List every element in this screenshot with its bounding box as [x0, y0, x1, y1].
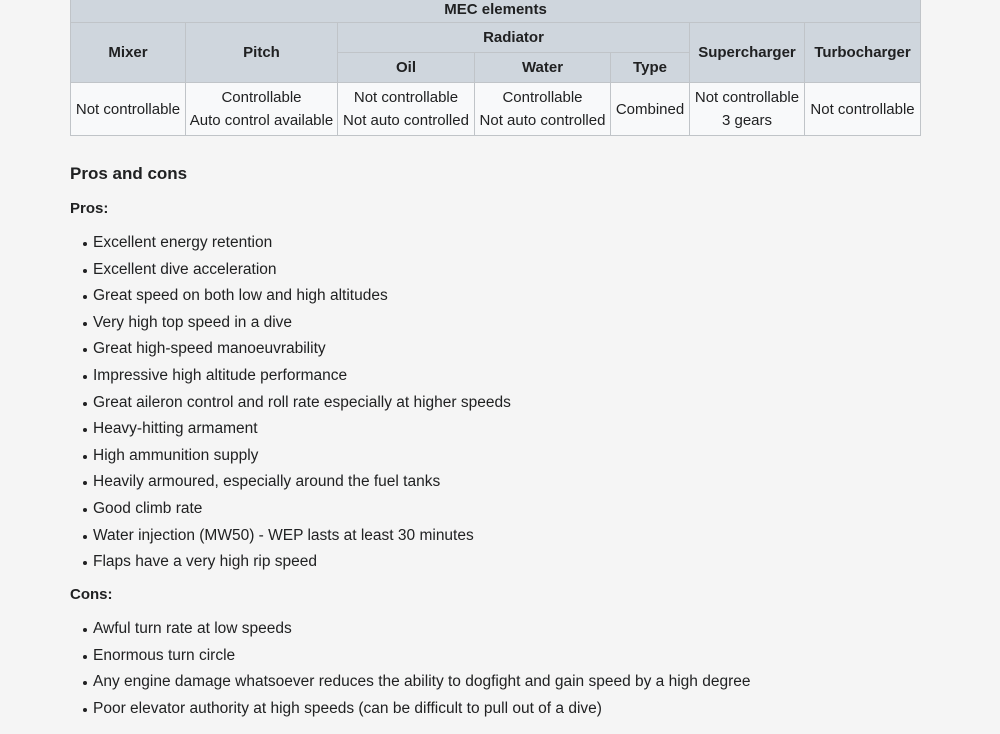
- pros-item: [70, 472, 511, 499]
- cell-mixer: Not controllable: [71, 83, 186, 136]
- bullet-icon: [83, 628, 87, 632]
- header-water: Water: [475, 53, 611, 83]
- pros-item: [70, 233, 511, 260]
- bullet-icon: [83, 508, 87, 512]
- pros-item-text: Heavy-hitting armament: [93, 420, 258, 438]
- pros-item: [70, 366, 511, 393]
- cons-item: [70, 699, 751, 726]
- cell-pitch: [186, 83, 338, 136]
- cell-supercharger-line1: Not controllable: [694, 89, 800, 106]
- cell-oil-line1: Not controllable: [353, 89, 459, 106]
- table-title: MEC elements: [71, 0, 921, 23]
- pros-item: [70, 419, 511, 446]
- bullet-icon: [83, 535, 87, 539]
- pros-item-text: Great speed on both low and high altitudes: [93, 287, 388, 305]
- pros-item: [70, 552, 511, 579]
- pros-item-text: High ammunition supply: [93, 446, 259, 464]
- cell-water: [475, 83, 611, 136]
- bullet-icon: [83, 708, 87, 712]
- bullet-icon: [83, 269, 87, 273]
- bullet-icon: [83, 375, 87, 379]
- pros-item: [70, 313, 511, 340]
- pros-item-text: Flaps have a very high rip speed: [93, 553, 318, 571]
- cons-label: Cons:: [70, 586, 113, 603]
- bullet-icon: [83, 402, 87, 406]
- header-mixer: Mixer: [71, 23, 186, 83]
- cell-pitch-line1: Controllable: [221, 89, 302, 106]
- pros-item-text: Impressive high altitude performance: [93, 366, 348, 384]
- pros-item-text: Great high-speed manoeuvrability: [93, 340, 326, 358]
- pros-item: [70, 393, 511, 420]
- pros-item-text: Water injection (MW50) - WEP lasts at least 30 minutes: [93, 526, 474, 544]
- cell-oil-line2: Not auto controlled: [343, 112, 469, 129]
- pros-label: Pros:: [70, 200, 109, 217]
- bullet-icon: [83, 455, 87, 459]
- bullet-icon: [83, 348, 87, 352]
- pros-item-text: Excellent energy retention: [93, 234, 273, 251]
- bullet-icon: [83, 681, 87, 685]
- cons-item-text: Awful turn rate at low speeds: [93, 620, 292, 637]
- cell-supercharger-line2: 3 gears: [721, 112, 773, 129]
- header-supercharger: Supercharger: [690, 23, 805, 83]
- pros-item-text: Great aileron control and roll rate especially at higher speeds: [93, 393, 511, 411]
- cell-supercharger: [690, 83, 805, 136]
- cell-turbocharger: Not controllable: [805, 83, 921, 136]
- pros-item-text: Good climb rate: [93, 499, 203, 517]
- pros-item: [70, 260, 511, 287]
- pros-item-text: Heavily armoured, especially around the fuel tanks: [93, 473, 441, 491]
- cons-item-text: Enormous turn circle: [93, 646, 236, 664]
- cons-item: [70, 646, 751, 673]
- bullet-icon: [83, 295, 87, 299]
- pros-list: [70, 233, 511, 579]
- cell-pitch-line2: Auto control available: [189, 112, 334, 129]
- mec-elements-table: [70, 0, 921, 136]
- header-pitch: Pitch: [186, 23, 338, 83]
- cons-item: [70, 672, 751, 699]
- cons-item: [70, 619, 751, 646]
- header-type: Type: [611, 53, 690, 83]
- bullet-icon: [83, 322, 87, 326]
- cons-list: [70, 619, 751, 725]
- cell-water-line2: Not auto controlled: [479, 112, 606, 129]
- cell-type: Combined: [611, 83, 690, 136]
- pros-item: [70, 339, 511, 366]
- bullet-icon: [83, 242, 87, 246]
- pros-item: [70, 446, 511, 473]
- section-heading-pros-and-cons: Pros and cons: [70, 164, 188, 183]
- cons-item-text: Any engine damage whatsoever reduces the ability to dogfight and gain speed by a high degree: [93, 673, 751, 691]
- pros-item: [70, 526, 511, 553]
- bullet-icon: [83, 655, 87, 659]
- cons-item-text: Poor elevator authority at high speeds (can be difficult to pull out of a dive): [93, 699, 602, 717]
- cell-water-line1: Controllable: [502, 89, 583, 106]
- pros-item: [70, 286, 511, 313]
- pros-item-text: Very high top speed in a dive: [93, 313, 293, 331]
- cell-oil: [338, 83, 475, 136]
- bullet-icon: [83, 561, 87, 565]
- header-oil: Oil: [338, 53, 475, 83]
- article-content: [70, 0, 920, 717]
- pros-item-text: Excellent dive acceleration: [93, 260, 277, 278]
- pros-item: [70, 499, 511, 526]
- bullet-icon: [83, 428, 87, 432]
- header-turbocharger: Turbocharger: [805, 23, 921, 83]
- bullet-icon: [83, 481, 87, 485]
- header-radiator: Radiator: [338, 23, 690, 53]
